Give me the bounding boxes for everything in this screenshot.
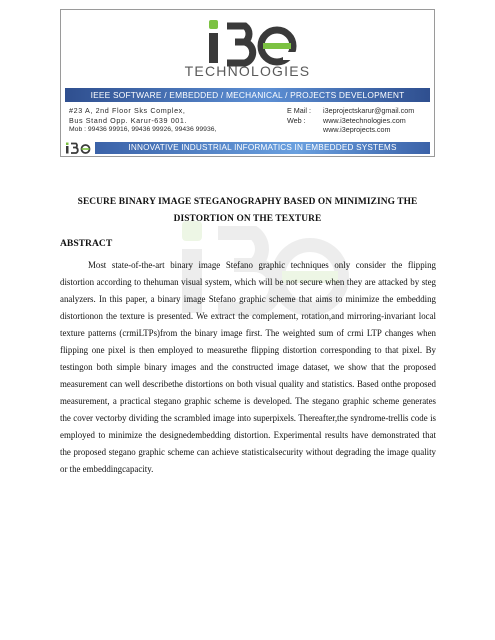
title-line: SECURE BINARY IMAGE STEGANOGRAPHY BASED ON MINIMIZING THE xyxy=(77,197,418,207)
address-block xyxy=(69,106,216,135)
letterhead xyxy=(60,9,435,157)
services-banner: IEEE SOFTWARE / EMBEDDED / MECHANICAL / PROJECTS DEVELOPMENT xyxy=(65,88,430,102)
website-link-1[interactable]: www.i3etechnologies.com xyxy=(323,115,406,125)
tagline-bar xyxy=(65,142,430,154)
abstract-text: Most state-of-the-art binary image Stefano graphic techniques only consider the flipping distortion according to thehuman visual system, which will be not secure when they are attacked by steg analyzers. In this paper, a binary image Stefano graphic scheme that aims to minimize the embedding distortionon the texture is presented. We extract the complement, rotation,and mirroring-invariant local texture patterns (crmiLTPs)from the binary image first. The weighted sum of crmi LTP changes when flipping one pixel is then employed to measurethe flipping distortion corresponding to that pixel. By testingon both simple binary images and the constructed image dataset, we show that the proposed measurement can well describethe distortions on both visual quality and statistics. Based onthe proposed measurement, a practical stegano graphic scheme is developed. The stegano graphic scheme generates the cover vectorby dividing the scrambled image into superpixels. Thereafter,the syndrome-trellis code is employed to minimize the designedembedding distortion. Experimental results have demonstrated that the proposed stegano graphic scheme can achieve statisticalsecurity without degrading the image quality or the embeddingcapacity. xyxy=(60,260,436,474)
title-line: DISTORTION ON THE TEXTURE xyxy=(173,214,322,224)
abstract-heading: ABSTRACT xyxy=(60,238,113,249)
web-label: Web : xyxy=(287,115,306,125)
address-line: #23 A, 2nd Floor Sks Complex, xyxy=(69,106,186,115)
tagline-banner: INNOVATIVE INDUSTRIAL INFORMATICS IN EMBEDDED SYSTEMS xyxy=(95,142,430,154)
address-line: Bus Stand Opp. Karur-639 001. xyxy=(69,115,188,125)
i3e-logo-icon xyxy=(183,16,313,68)
mobile-numbers: Mob : 99436 99916, 99436 99926, 99436 99936, xyxy=(69,126,217,133)
website-link-2[interactable]: www.i3eprojects.com xyxy=(323,125,391,134)
contact-block xyxy=(287,106,414,135)
paper-title xyxy=(60,194,435,228)
email-label: E Mail : xyxy=(287,106,311,115)
logo-subtitle: TECHNOLOGIES xyxy=(184,63,311,79)
email-link[interactable]: i3eprojectskarur@gmail.com xyxy=(323,106,415,115)
mini-logo-icon xyxy=(65,142,95,154)
